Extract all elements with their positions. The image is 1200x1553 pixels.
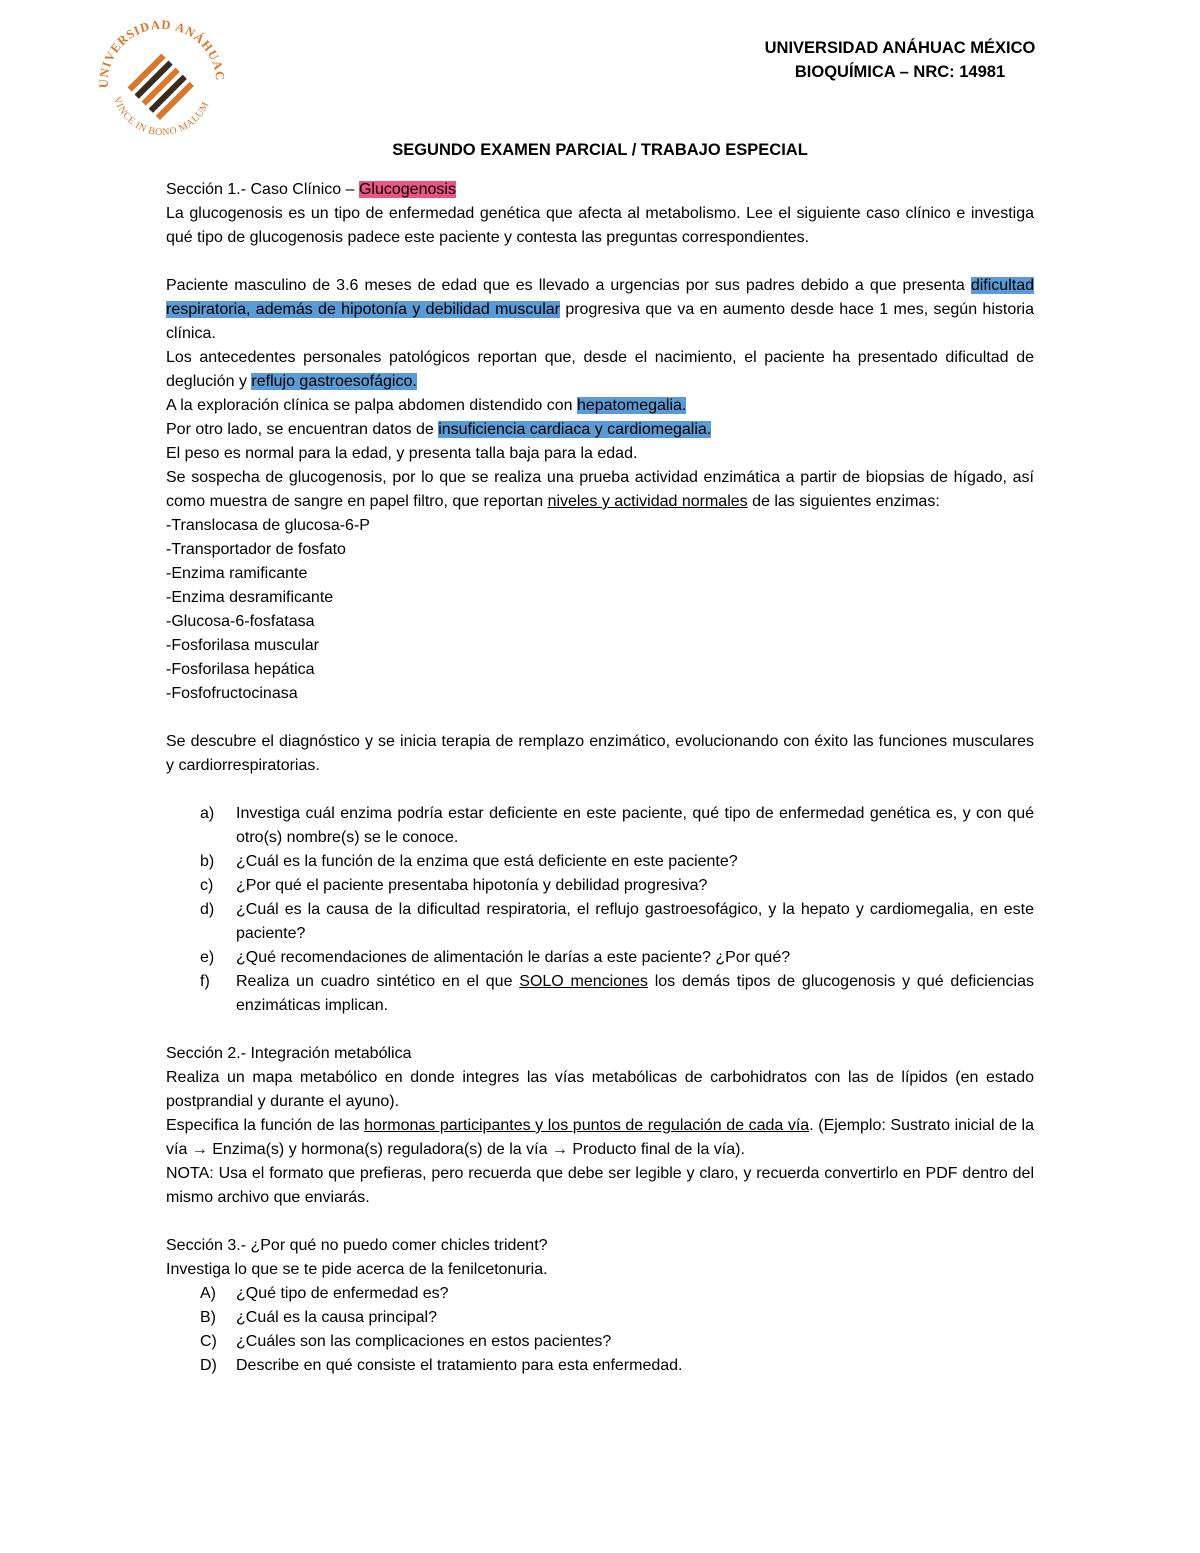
document-title: SEGUNDO EXAMEN PARCIAL / TRABAJO ESPECIAL bbox=[392, 141, 808, 159]
question-item: b) ¿Cuál es la función de la enzima que está deficiente en este paciente? bbox=[200, 853, 738, 870]
section2-paragraph-2: Especifica la función de las hormonas participantes y los puntos de regulación de cada vía. (Ejemplo: Sustrato inicial de la vía → Enzima(s) y hormona(s) reguladora(s) de la vía → Producto final de la vía). bbox=[166, 1117, 1035, 1158]
enzyme-item: -Fosfofructocinasa bbox=[166, 685, 298, 702]
enzyme-item: -Fosforilasa muscular bbox=[166, 637, 319, 654]
case-paragraph-3: A la exploración clínica se palpa abdomen distendido con hepatomegalia. bbox=[166, 397, 687, 414]
header-university: UNIVERSIDAD ANÁHUAC MÉXICO bbox=[764, 39, 1036, 57]
enzyme-item: -Translocasa de glucosa-6-P bbox=[166, 517, 370, 534]
section2-heading: Sección 2.- Integración metabólica bbox=[166, 1045, 412, 1062]
university-logo bbox=[92, 16, 228, 152]
case-paragraph-1: Paciente masculino de 3.6 meses de edad que es llevado a urgencias por sus padres debido a que presenta dificultad respiratoria, además de hipotonía y debilidad muscular progresiva que va en aumento desde hace 1 mes, según historia clínica. bbox=[166, 277, 1034, 342]
highlight-cardiac: insuficiencia cardiaca y cardiomegalia. bbox=[438, 421, 712, 438]
enzyme-item: -Fosforilasa hepática bbox=[166, 661, 315, 678]
underline-hormones: hormonas participantes y los puntos de regulación de cada vía bbox=[364, 1117, 810, 1134]
section1-heading: Sección 1.- Caso Clínico – Glucogenosis bbox=[166, 181, 456, 198]
logo-emblem bbox=[127, 53, 193, 119]
header-course: BIOQUÍMICA – NRC: 14981 bbox=[794, 63, 1006, 81]
question-item: A) ¿Qué tipo de enfermedad es? bbox=[200, 1285, 449, 1302]
document-body bbox=[166, 138, 1034, 1378]
question-item: D) Describe en qué consiste el tratamiento para esta enfermedad. bbox=[200, 1357, 683, 1374]
underline-solo-menciones: SOLO menciones bbox=[519, 973, 648, 990]
logo-arc-bottom-text: VINCE IN BONO MALUM bbox=[111, 95, 212, 139]
enzyme-item: -Transportador de fosfato bbox=[166, 541, 346, 558]
section2-paragraph-1: Realiza un mapa metabólico en donde integres las vías metabólicas de carbohidratos con las de lípidos (en estado postprandial y durante el ayuno). bbox=[166, 1069, 1034, 1110]
highlight-hepatomegaly: hepatomegalia. bbox=[576, 397, 687, 414]
question-item: a) Investiga cuál enzima podría estar deficiente en este paciente, qué tipo de enfermedad genética es, y con qué otro(s) nombre(s) se le conoce. bbox=[200, 805, 1034, 846]
section1-intro: La glucogenosis es un tipo de enfermedad genética que afecta al metabolismo. Lee el siguiente caso clínico e investiga qué tipo de glucogenosis padece este paciente y contesta las preguntas correspondientes. bbox=[166, 205, 1034, 246]
section1-questions bbox=[166, 802, 1034, 1018]
diagnosis-paragraph: Se descubre el diagnóstico y se inicia terapia de remplazo enzimático, evolucionando con éxito las funciones musculares y cardiorrespiratorias. bbox=[166, 733, 1034, 774]
case-paragraph-2: Los antecedentes personales patológicos reportan que, desde el nacimiento, el paciente ha presentado dificultad de deglución y reflujo gastroesofágico. bbox=[166, 349, 1034, 390]
document-header bbox=[740, 36, 1060, 84]
logo-arc-top-text: UNIVERSIDAD ANÁHUAC bbox=[96, 17, 228, 89]
highlight-symptoms: dificultad respiratoria, además de hipotonía y debilidad muscular bbox=[166, 277, 1034, 318]
enzyme-item: -Enzima ramificante bbox=[166, 565, 308, 582]
question-item: e) ¿Qué recomendaciones de alimentación le darías a este paciente? ¿Por qué? bbox=[200, 949, 791, 966]
section3-intro: Investiga lo que se te pide acerca de la fenilcetonuria. bbox=[166, 1261, 548, 1278]
section3-questions bbox=[166, 1282, 1034, 1378]
highlight-reflux: reflujo gastroesofágico. bbox=[251, 373, 417, 390]
underline-normal-levels: niveles y actividad normales bbox=[547, 493, 748, 510]
case-paragraph-5: El peso es normal para la edad, y presenta talla baja para la edad. bbox=[166, 445, 638, 462]
question-item: c) ¿Por qué el paciente presentaba hipotonía y debilidad progresiva? bbox=[200, 877, 708, 894]
question-item: B) ¿Cuál es la causa principal? bbox=[200, 1309, 437, 1326]
enzyme-list bbox=[166, 514, 1034, 706]
section3-heading: Sección 3.- ¿Por qué no puedo comer chicles trident? bbox=[166, 1237, 548, 1254]
question-item: C) ¿Cuáles son las complicaciones en estos pacientes? bbox=[200, 1333, 612, 1350]
highlight-glucogenosis: Glucogenosis bbox=[358, 181, 456, 198]
enzyme-item: -Glucosa-6-fosfatasa bbox=[166, 613, 315, 630]
case-paragraph-4: Por otro lado, se encuentran datos de insuficiencia cardiaca y cardiomegalia. bbox=[166, 421, 712, 438]
enzyme-item: -Enzima desramificante bbox=[166, 589, 334, 606]
case-paragraph-6: Se sospecha de glucogenosis, por lo que se realiza una prueba actividad enzimática a partir de biopsias de hígado, así como muestra de sangre en papel filtro, que reportan niveles y actividad normales de las siguientes enzimas: bbox=[166, 469, 1034, 510]
question-item: f) Realiza un cuadro sintético en el que SOLO menciones los demás tipos de glucogenosis y qué deficiencias enzimáticas implican. bbox=[200, 973, 1035, 1014]
section2-note: NOTA: Usa el formato que prefieras, pero recuerda que debe ser legible y claro, y recuerda convertirlo en PDF dentro del mismo archivo que enviarás. bbox=[166, 1165, 1034, 1206]
question-item: d) ¿Cuál es la causa de la dificultad respiratoria, el reflujo gastroesofágico, y la hepato y cardiomegalia, en este paciente? bbox=[200, 901, 1034, 942]
